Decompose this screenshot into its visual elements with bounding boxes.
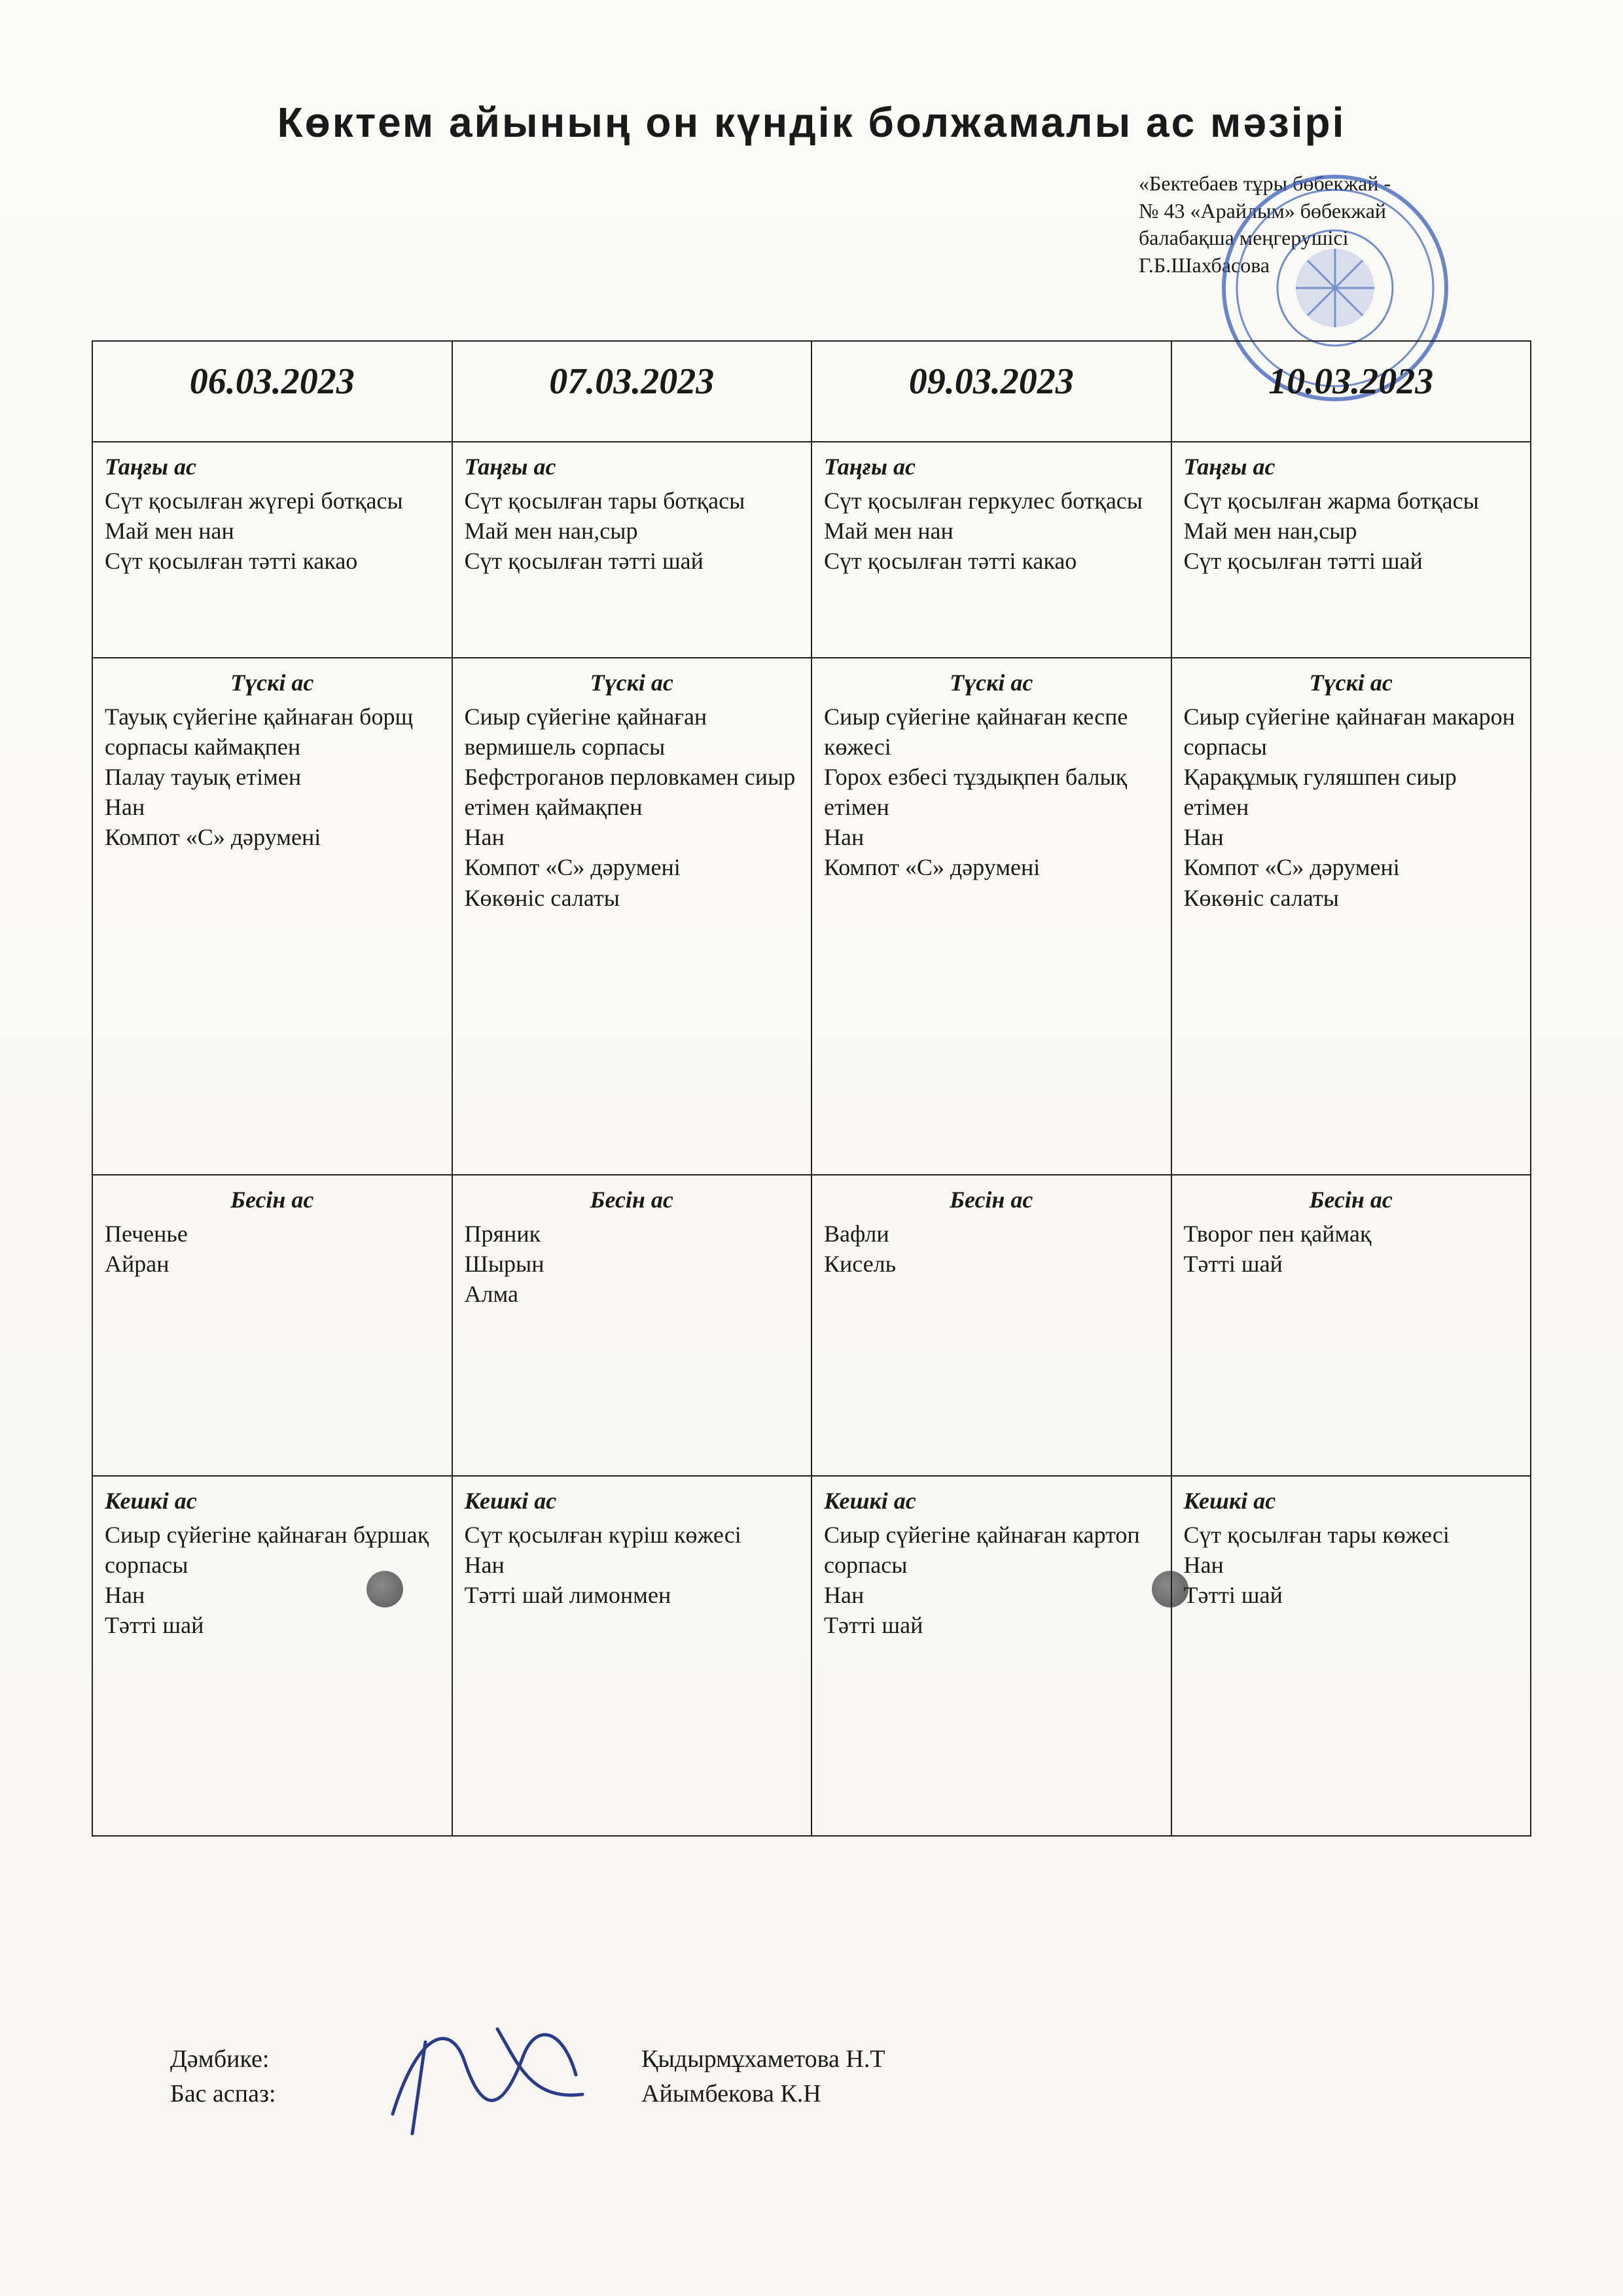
dinner-cell <box>1171 1476 1531 1836</box>
snack-cell <box>1171 1175 1531 1476</box>
dish-item: Компот «С» дәрумені <box>464 854 681 881</box>
dish-item: Қарақұмық гуляшпен сиыр етімен <box>1183 764 1457 821</box>
date-header: 09.03.2023 <box>812 341 1171 442</box>
meal-label: Бесін ас <box>230 1187 314 1213</box>
meal-label: Кешкі ас <box>105 1488 197 1514</box>
dish-item: Май мен нан,сыр <box>1183 518 1357 545</box>
meal-label: Түскі ас <box>950 670 1033 696</box>
dish-item: Горох езбесі тұздықпен балық етімен <box>824 764 1128 821</box>
dish-item: Нан <box>1183 1552 1224 1579</box>
lunch-cell <box>1171 658 1531 1175</box>
dish-item: Сүт қосылған тәтті какао <box>105 548 358 575</box>
breakfast-cell <box>812 442 1171 658</box>
dish-item: Май мен нан,сыр <box>464 518 638 545</box>
dish-item: Сүт қосылған геркулес ботқасы <box>824 488 1143 514</box>
dish-item: Нан <box>105 794 145 821</box>
dish-item: Творог пен қаймақ <box>1183 1221 1372 1247</box>
dish-item: Сиыр сүйегіне қайнаған картоп сорпасы <box>824 1522 1140 1579</box>
dish-item: Май мен нан <box>824 518 954 545</box>
dish-item: Алма <box>464 1281 518 1308</box>
signature-name: Қыдырмұхаметова Н.Т <box>641 2045 885 2073</box>
dish-item: Сүт қосылған күріш көжесі <box>464 1522 741 1549</box>
dish-item: Тауық сүйегіне қайнаған борщ сорпасы каймақпен <box>105 704 414 761</box>
dish-item: Сиыр сүйегіне қайнаған макарон сорпасы <box>1183 704 1515 761</box>
breakfast-cell <box>452 442 812 658</box>
dinner-cell <box>92 1476 452 1836</box>
lunch-row <box>92 658 1531 1175</box>
dish-item: Нан <box>464 824 505 851</box>
snack-cell <box>812 1175 1171 1476</box>
dish-item: Нан <box>1183 824 1224 851</box>
dish-item: Компот «С» дәрумені <box>1183 854 1400 881</box>
dish-item: Сүт қосылған тәтті шай <box>464 548 704 575</box>
approval-block <box>1139 170 1531 279</box>
dish-item: Печенье <box>105 1221 188 1247</box>
signature-name: Айымбекова К.Н <box>641 2080 821 2108</box>
dish-item: Пряник <box>464 1221 541 1247</box>
meal-label: Таңғы ас <box>464 454 556 480</box>
dish-item: Вафли <box>824 1221 889 1247</box>
lunch-cell <box>92 658 452 1175</box>
meal-label: Кешкі ас <box>464 1488 557 1514</box>
menu-table <box>92 340 1531 1837</box>
dish-item: Бефстроганов перловкамен сиыр етімен қаймақпен <box>464 764 796 821</box>
dish-item: Айран <box>105 1251 169 1278</box>
dish-item: Сүт қосылған тары ботқасы <box>464 488 745 514</box>
dish-item: Компот «С» дәрумені <box>105 824 321 851</box>
dish-item: Нан <box>105 1582 145 1609</box>
dish-item: Тәтті шай <box>824 1612 923 1639</box>
meal-label: Түскі ас <box>1309 670 1393 696</box>
approval-line: Г.Б.Шахбасова <box>1139 253 1270 277</box>
breakfast-cell <box>1171 442 1531 658</box>
signature-role: Бас аспаз: <box>170 2080 276 2108</box>
dish-item: Шырын <box>464 1251 544 1278</box>
signature-row <box>170 2042 1152 2077</box>
date-header: 10.03.2023 <box>1171 341 1531 442</box>
dish-item: Көкөніс салаты <box>1183 884 1339 911</box>
date-header: 06.03.2023 <box>92 341 452 442</box>
dish-item: Сүт қосылған жарма ботқасы <box>1183 488 1479 514</box>
meal-label: Түскі ас <box>230 670 314 696</box>
dish-item: Көкөніс салаты <box>464 884 620 911</box>
dinner-cell <box>812 1476 1171 1836</box>
signature-row <box>170 2077 1152 2111</box>
date-header: 07.03.2023 <box>452 341 812 442</box>
dish-item: Кисель <box>824 1251 897 1278</box>
dish-item: Нан <box>464 1552 505 1579</box>
dish-item: Сүт қосылған тәтті какао <box>824 548 1077 575</box>
approval-line: № 43 «Арайлым» бөбекжай <box>1139 198 1387 223</box>
lunch-cell <box>452 658 812 1175</box>
approval-line: балабақша меңгерушісі <box>1139 226 1349 250</box>
meal-label: Түскі ас <box>590 670 673 696</box>
signature-role: Дәмбике: <box>170 2045 270 2073</box>
dish-item: Палау тауық етімен <box>105 764 302 791</box>
lunch-cell <box>812 658 1171 1175</box>
snack-cell <box>452 1175 812 1476</box>
dish-item: Тәтті шай лимонмен <box>464 1582 671 1609</box>
date-row <box>92 341 1531 442</box>
meal-label: Кешкі ас <box>824 1488 916 1514</box>
signature-block <box>170 2042 1152 2111</box>
breakfast-row <box>92 442 1531 658</box>
meal-label: Таңғы ас <box>1183 454 1275 480</box>
dish-item: Сиыр сүйегіне қайнаған вермишель сорпасы <box>464 704 707 761</box>
dish-item: Май мен нан <box>105 518 234 545</box>
meal-label: Кешкі ас <box>1183 1488 1276 1514</box>
approval-line: «Бектебаев тұры бөбекжай - <box>1139 171 1391 195</box>
meal-label: Бесін ас <box>590 1187 673 1213</box>
meal-label: Таңғы ас <box>824 454 916 480</box>
dish-item: Сүт қосылған жүгері ботқасы <box>105 488 403 514</box>
dinner-cell <box>452 1476 812 1836</box>
dish-item: Сиыр сүйегіне қайнаған кеспе көжесі <box>824 704 1128 761</box>
dish-item: Нан <box>824 1582 865 1609</box>
meal-label: Бесін ас <box>1309 1187 1393 1213</box>
dish-item: Тәтті шай <box>1183 1251 1283 1278</box>
meal-label: Бесін ас <box>950 1187 1033 1213</box>
meal-label: Таңғы ас <box>105 454 196 480</box>
dish-item: Сүт қосылған тәтті шай <box>1183 548 1423 575</box>
dinner-row <box>92 1476 1531 1836</box>
snack-cell <box>92 1175 452 1476</box>
dish-item: Тәтті шай <box>1183 1582 1283 1609</box>
dish-item: Сиыр сүйегіне қайнаған бұршақ сорпасы <box>105 1522 429 1579</box>
dish-item: Сүт қосылған тары көжесі <box>1183 1522 1450 1549</box>
snack-row <box>92 1175 1531 1476</box>
dish-item: Нан <box>824 824 865 851</box>
dish-item: Тәтті шай <box>105 1612 204 1639</box>
dish-item: Компот «С» дәрумені <box>824 854 1041 881</box>
page-title: Көктем айының он күндік болжамалы ас мәзірі <box>277 99 1346 146</box>
breakfast-cell <box>92 442 452 658</box>
